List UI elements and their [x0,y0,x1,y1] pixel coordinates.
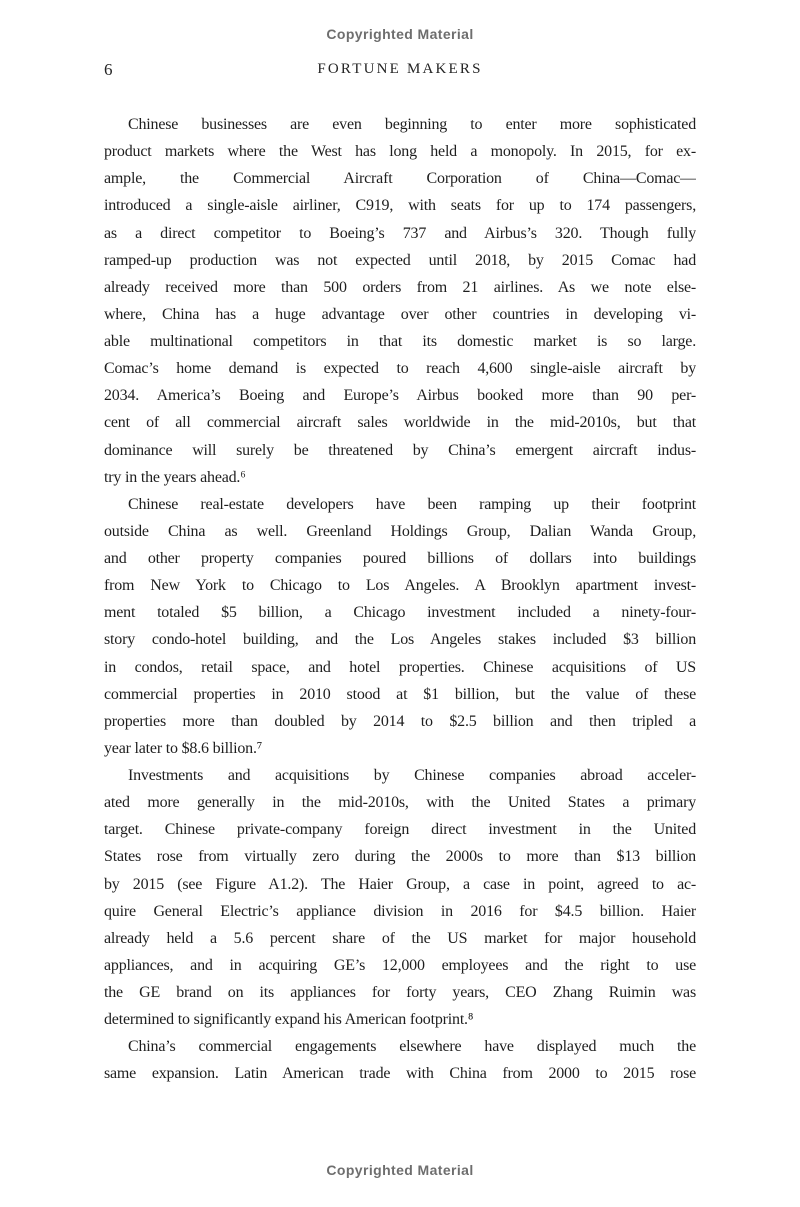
text-line: year later to $8.6 billion.⁷ [104,739,263,757]
running-head-title: FORTUNE MAKERS [317,61,483,77]
text-line: product markets where the West has long held a monopoly. In 2015, for ex- [104,143,696,161]
text-line: in condos, retail space, and hotel properties. Chinese acquisitions of US [104,658,696,676]
text-line: Chinese real-estate developers have been ramping up their footprint [128,495,696,513]
text-line: quire General Electric’s appliance division in 2016 for $4.5 billion. Haier [104,902,696,920]
text-line: try in the years ahead.⁶ [104,468,246,486]
text-line: Investments and acquisitions by Chinese companies abroad acceler- [128,767,696,784]
text-line: able multinational competitors in that its domestic market is so large. [104,333,696,350]
text-line: Chinese businesses are even beginning to enter more sophisticated [128,116,696,133]
text-line: ramped-up production was not expected until 2018, by 2015 Comac had [104,251,696,269]
text-line: story condo-hotel building, and the Los Angeles stakes included $3 billion [104,631,696,649]
text-line: Comac’s home demand is expected to reach 4,600 single-aisle aircraft by [104,360,696,378]
body-text [104,111,696,1088]
text-line: properties more than doubled by 2014 to $2.5 billion and then tripled a [104,712,696,730]
text-line: already held a 5.6 percent share of the US market for major household [104,929,696,947]
paragraph [104,762,696,1033]
text-line: determined to significantly expand his American footprint.⁸ [104,1011,474,1029]
text-line: target. Chinese private-company foreign direct investment in the United [104,821,696,839]
text-line: already received more than 500 orders from 21 airlines. As we note else- [104,278,696,296]
copyright-notice-top: Copyrighted Material [326,26,474,42]
text-line: cent of all commercial aircraft sales worldwide in the mid-2010s, but that [104,414,696,432]
paragraph [104,1033,696,1087]
text-line: outside China as well. Greenland Holdings Group, Dalian Wanda Group, [104,522,696,540]
text-line: by 2015 (see Figure A1.2). The Haier Group, a case in point, agreed to ac- [104,875,696,893]
text-line: commercial properties in 2010 stood at $1 billion, but the value of these [104,685,696,703]
text-line: States rose from virtually zero during the 2000s to more than $13 billion [104,848,696,866]
text-line: ment totaled $5 billion, a Chicago investment included a ninety-four- [104,604,696,622]
text-line: where, China has a huge advantage over other countries in developing vi- [104,305,696,323]
paragraph [104,491,696,762]
text-line: appliances, and in acquiring GE’s 12,000 employees and the right to use [104,956,696,974]
page-number: 6 [104,60,113,79]
text-line: dominance will surely be threatened by China’s emergent aircraft indus- [104,441,696,459]
text-line: introduced a single-aisle airliner, C919, with seats for up to 174 passengers, [104,197,696,215]
text-line: ample, the Commercial Aircraft Corporation of China—Comac— [104,170,696,188]
text-line: 2034. America’s Boeing and Europe’s Airbus booked more than 90 per- [104,387,696,405]
text-line: and other property companies poured billions of dollars into buildings [104,550,696,567]
paragraph [104,111,696,491]
copyright-notice-bottom: Copyrighted Material [326,1162,474,1178]
text-line: China’s commercial engagements elsewhere have displayed much the [128,1038,696,1056]
text-line: ated more generally in the mid-2010s, with the United States a primary [104,794,696,812]
text-line: the GE brand on its appliances for forty years, CEO Zhang Ruimin was [104,984,696,1001]
text-line: as a direct competitor to Boeing’s 737 and Airbus’s 320. Though fully [104,224,696,242]
text-line: same expansion. Latin American trade with China from 2000 to 2015 rose [104,1065,696,1083]
text-line: from New York to Chicago to Los Angeles. A Brooklyn apartment invest- [104,577,696,595]
